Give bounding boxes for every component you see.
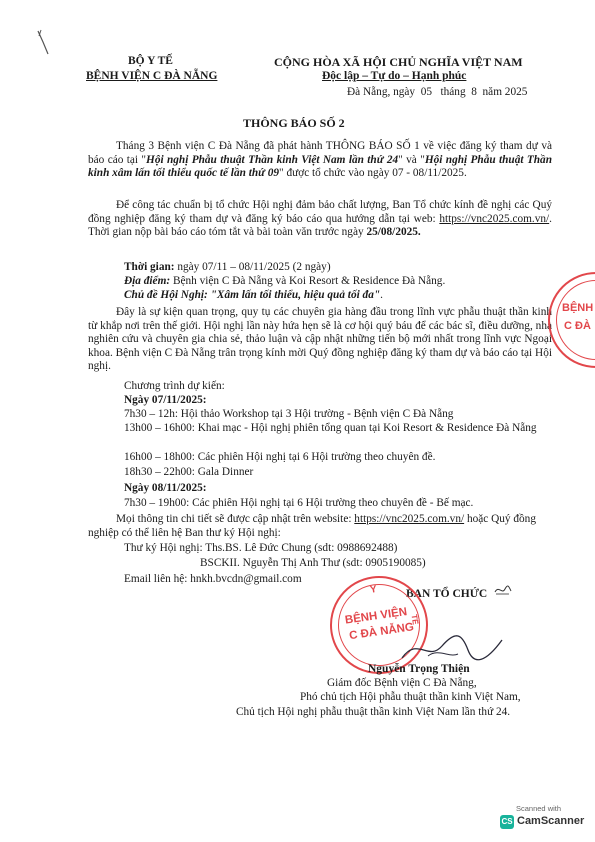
place-label: Địa điểm: [124,275,171,287]
intro-text-b: " và " [398,153,425,166]
camscanner-badge [498,804,584,834]
theme-value: "Xâm lấn tối thiểu, hiệu quả tối đa" [210,289,381,301]
signer-name: Nguyễn Trọng Thiện [368,663,470,675]
edge-stamp [548,272,595,368]
scanner-brand: CamScanner [517,815,585,827]
registration-text-a: Để công tác chuẩn bị tổ chức Hội nghị đảm bảo chất lượng, Ban Tổ chức kính đề nghị các Quý đồng nghiệp đăng ký tham dự và đăng ký báo cáo qua hướng dẫn tại web: [88,199,552,225]
time-line [124,261,331,275]
paragraph-registration [88,199,552,240]
website-link[interactable]: https://vnc2025.com.vn/ [439,212,550,225]
program-intro: Chương trình dự kiến: [124,380,225,392]
paragraph-intro [88,140,552,181]
secretary-1: Thư ký Hội nghị: Ths.BS. Lê Đức Chung (sdt: 0988692488) [124,542,398,554]
republic-name: CỘNG HÒA XÃ HỘI CHỦ NGHĨA VIỆT NAM [274,55,523,69]
time-label: Thời gian: [124,261,175,273]
edge-stamp-line-1: BỆNH [562,302,594,314]
intro-text-c: " được tổ chức vào ngày 07 - 08/11/2025. [279,167,467,180]
time-value: ngày 07/11 – 08/11/2025 (2 ngày) [174,261,331,273]
document-date: Đà Nẵng, ngày 05 tháng 8 năm 2025 [347,86,528,98]
handwritten-signature [398,628,508,668]
contact-text-b: hoặc Quý đồng nghiệp có thể liên hệ Ban thư ký Hội nghị: [88,513,536,539]
ministry-name: BỘ Y TẾ [128,55,173,67]
theme-label: Chủ đề Hội Nghị: [124,289,208,301]
conference-name-2: Hội nghị Phẫu thuật Thần kinh xâm lấn tối thiểu quốc tế lần thứ 09 [88,153,552,180]
conference-name-1: Hội nghị Phẫu thuật Thần kinh Việt Nam lần thứ 24 [146,153,399,166]
day2-heading: Ngày 08/11/2025: [124,482,207,494]
day1-item-2: 13h00 – 16h00: Khai mạc - Hội nghị phiên tổng quan tại Koi Resort & Residence Đà Nẵng [124,422,537,434]
intro-text-a: Tháng 3 Bệnh viện C Đà Nẵng đã phát hành THÔNG BÁO SỐ 1 về việc đăng ký tham dự và báo cáo tại " [88,140,552,166]
theme-line [124,289,383,303]
registration-text-b: . Thời gian nộp bài báo cáo tóm tắt và bài toàn văn trước ngày [88,212,552,239]
camscanner-logo-icon: CS [500,815,514,829]
signer-role-1: Giám đốc Bệnh viện C Đà Nẵng, [327,677,477,689]
secretary-2: BSCKII. Nguyễn Thị Anh Thư (sdt: 0905190085) [200,557,426,569]
place-value: Bệnh viện C Đà Nẵng và Koi Resort & Residence Đà Nẵng. [170,275,446,287]
signer-role-3: Chủ tịch Hội nghị phẫu thuật thần kinh Việt Nam lần thứ 24. [236,706,511,718]
contact-paragraph [88,513,552,540]
signer-role-2: Phó chủ tịch Hội phẫu thuật thần kinh Việt Nam, [300,691,521,703]
hospital-name: BỆNH VIỆN C ĐÀ NẴNG [86,70,218,82]
stamp-side-text: TẾ [409,613,420,626]
stamp-top-letter: Y [369,584,378,596]
stamp-line-1: BỆNH VIỆN [344,606,408,627]
website-link-2[interactable]: https://vnc2025.com.vn/ [354,513,465,525]
day1-item-1: 7h30 – 12h: Hội thảo Workshop tại 3 Hội trường - Bệnh viện C Đà Nẵng [124,408,454,420]
paragraph-event-description: Đây là sự kiện quan trọng, quy tụ các chuyên gia hàng đầu trong lĩnh vực phẫu thuật thần kinh từ khắp nơi trên thế giới. Hội nghị lần này hứa hẹn sẽ là cơ hội quý báu để các bác sĩ, điều dưỡng, nhà nghiên cứu và chuyên gia chia sẻ, thảo luận và cập nhật những tiến bộ mới nhất trong lĩnh vực Ngoại khoa. Bệnh viện C Đà Nẵng trân trọng kính mời Quý đồng nghiệp đăng ký tham dự và báo cáo tại Hội nghị. [88,306,552,373]
organizing-committee: BAN TỔ CHỨC [406,588,488,600]
day1-item-3: 16h00 – 18h00: Các phiên Hội nghị tại 6 Hội trường theo chuyên đề. [124,451,436,463]
pen-mark [34,28,56,58]
document-title: THÔNG BÁO SỐ 2 [243,116,345,130]
day2-item-1: 7h30 – 19h00: Các phiên Hội nghị tại 6 Hội trường theo chuyên đề - Bế mạc. [124,497,474,509]
theme-end: . [380,289,383,301]
edge-stamp-line-2: C ĐÀ [564,320,591,332]
day1-item-4: 18h30 – 22h00: Gala Dinner [124,466,254,478]
submission-deadline: 25/08/2025. [366,226,421,239]
day1-heading: Ngày 07/11/2025: [124,394,207,406]
scanner-caption: Scanned with [516,804,562,813]
signature-mark-icon [493,583,513,597]
place-line [124,275,445,289]
national-motto: Độc lập – Tự do – Hạnh phúc [322,70,467,82]
contact-email: Email liên hệ: hnkh.bvcdn@gmail.com [124,573,302,585]
contact-text-a: Mọi thông tin chi tiết sẽ được cập nhật trên website: [116,513,355,525]
stamp-line-2: C ĐÀ NẴNG [348,621,415,643]
